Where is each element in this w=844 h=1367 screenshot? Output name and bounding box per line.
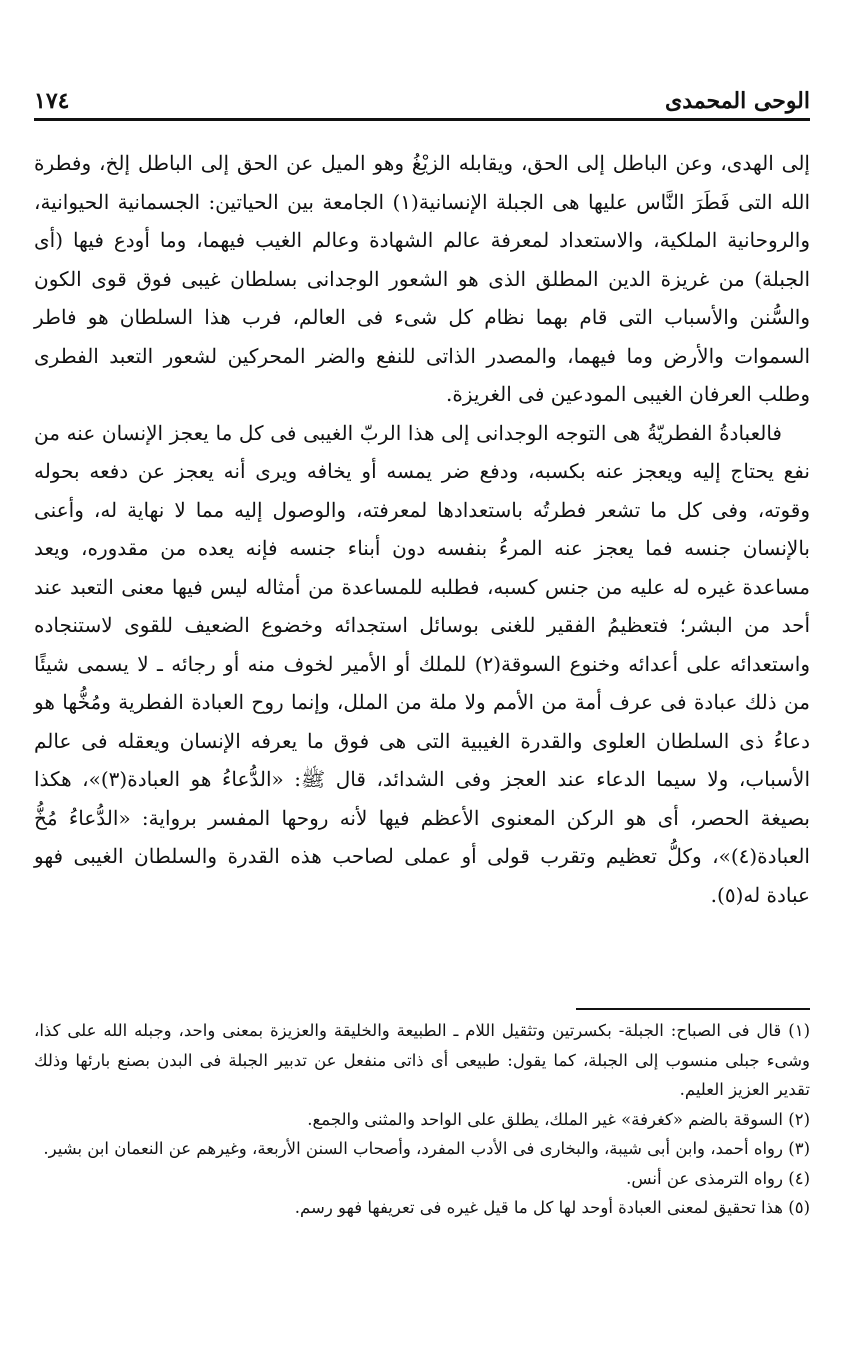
main-text <box>34 144 810 914</box>
running-header <box>34 78 810 121</box>
footnote: (١) قال فى الصباح: الجبلة- بكسرتين وتثقيل اللام ـ الطبيعة والخليقة والعزيزة بمعنى واحد، وجبله الله على كذا، وشىء جبلى منسوب إلى الجبلة، كما يقول: طبيعى أى ذاتى منفعل عن تدبير الجبلة فى البدن بصنع بارئها وذلك تقدير العزيز العليم. <box>34 1021 810 1099</box>
running-title: الوحى المحمدى <box>665 88 810 114</box>
footnote: (٤) رواه الترمذى عن أنس. <box>626 1168 810 1188</box>
footnotes <box>34 1016 810 1223</box>
paragraph: فالعبادةُ الفطريّةُ هى التوجه الوجدانى إلى هذا الربّ الغيبى فى كل ما يعجز الإنسان عنه من نفع يحتاج إليه ويعجز عنه بكسبه، ودفع ضر يمسه أو يخافه ويرى أنه يعجز عن دفعه بحوله وقوته، وفى كل ما تشعر فطرتُه باستعدادها لمعرفته، والوصول إليه مما لا نهاية له، وأعنى بالإنسان جنسه فما يعجز عنه المرءُ بنفسه دون أبناء جنسه فإنه يعده من مقدوره، ويعد مساعدة غيره له عليه من جنس كسبه، فطلبه للمساعدة من أمثاله ليس فيها معنى التعبد عند أحد من البشر؛ فتعظيمُ الفقير للغنى بوسائل استجدائه وخضوع الضعيف للقوى لاستنجاده واستعدائه على أعدائه وخنوع السوقة(٢) للملك أو الأمير لخوف منه أو رجائه ـ لا يسمى شيئًا من ذلك عبادة فى عرف أمة من الأمم ولا ملة من الملل، وإنما روح العبادة الفطرية ومُخُّها هو دعاءُ ذى السلطان العلوى والقدرة الغيبية التى هى فوق ما يعرفه الإنسان ويعقله فى عالم الأسباب، ولا سيما الدعاء عند العجز وفى الشدائد، قال ﷺ: «الدُّعاءُ هو العبادة(٣)»، هكذا بصيغة الحصر، أى هو الركن المعنوى الأعظم فيها لأنه روحها المفسر برواية: «الدُّعاءُ مُخُّ العبادة(٤)»، وكلُّ تعظيم وتقرب قولى أو عملى لصاحب هذه القدرة والسلطان الغيبى فهو عبادة له(٥). <box>34 420 811 907</box>
footnote: (٣) رواه أحمد، وابن أبى شيبة، والبخارى فى الأدب المفرد، وأصحاب السنن الأربعة، وغيرهم عن النعمان ابن بشير. <box>43 1139 810 1158</box>
paragraph: إلى الهدى، وعن الباطل إلى الحق، ويقابله الزيْغُ وهو الميل عن الحق إلى الباطل إلخ، وفطرة الله التى فَطَرَ النَّاس عليها هى الجبلة الإنسانية(١) الجامعة بين الحياتين: الجسمانية الحيوانية، والروحانية الملكية، والاستعداد لمعرفة عالم الشهادة وعالم الغيب فيهما، وما أودع فيها (أى الجبلة) من غريزة الدين المطلق الذى هو الشعور الوجدانى بسلطان غيبى فوق قوى الكون والسُّنن والأسباب التى قام بهما نظام كل شىء فى العالم، فرب هذا السلطان هو فاطر السموات والأرض وما فيهما، والمصدر الذاتى للنفع والضر المحركين لشعور التعبد الفطرى وطلب العرفان الغيبى المودعين فى الغريزة. <box>34 151 811 406</box>
footnote: (٥) هذا تحقيق لمعنى العبادة أوحد لها كل ما قيل غيره فى تعريفها فهو رسم. <box>294 1198 810 1217</box>
footnote: (٢) السوقة بالضم «كغرفة» غير الملك، يطلق على الواحد والمثنى والجمع. <box>307 1109 810 1129</box>
page-number: ١٧٤ <box>34 88 70 114</box>
footnote-divider <box>576 1008 810 1010</box>
book-page <box>34 0 810 1367</box>
